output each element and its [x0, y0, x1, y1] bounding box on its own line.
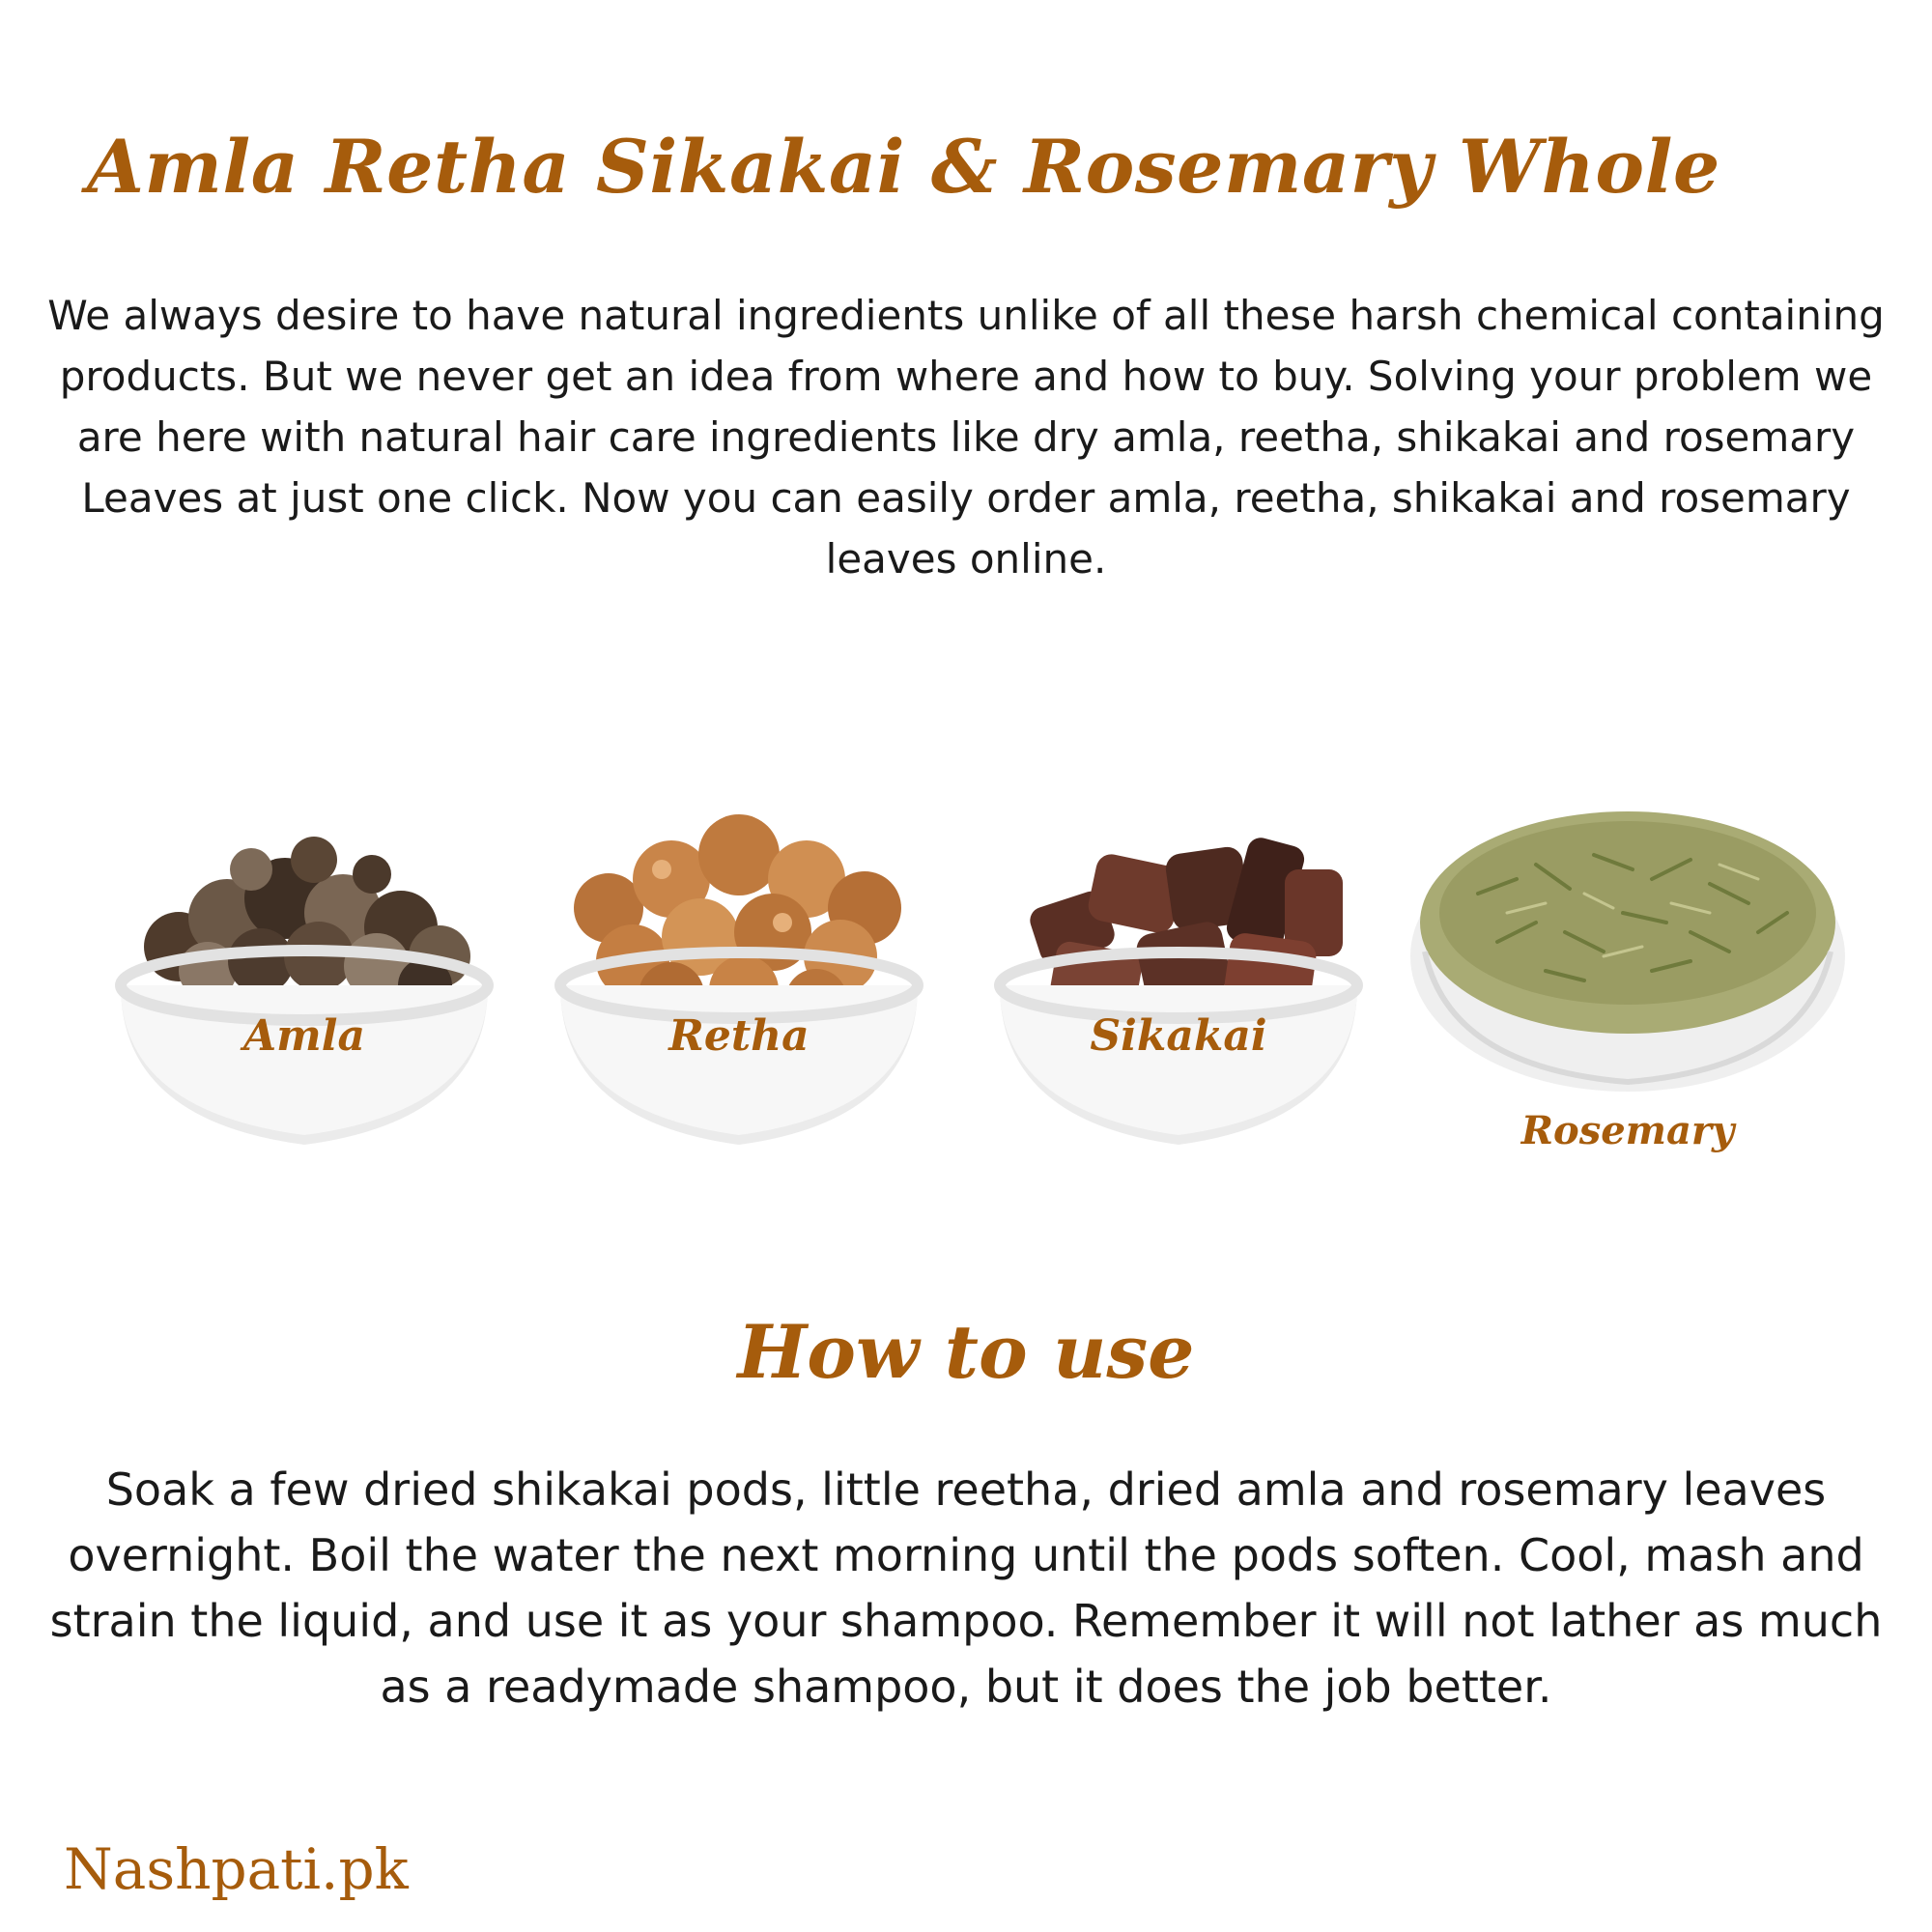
sikakai-bowl-icon — [976, 802, 1381, 1169]
product-label-sikakai: Sikakai — [1090, 1011, 1267, 1061]
product-retha — [536, 802, 942, 1169]
intro-paragraph: We always desire to have natural ingredients unlike of all these harsh chemical containing products. But we never get an idea from where and how to buy. Solving your problem we are here with natural hair care ingredients like dry amla, reetha, shikakai and rosemary Leaves at just one click. Now you can easily order amla, reetha, shikakai and rosemary leaves online. — [47, 292, 1885, 582]
brand-name: Nashpati.pk — [64, 1836, 409, 1902]
product-sikakai — [976, 802, 1381, 1169]
product-label-retha: Retha — [668, 1011, 810, 1061]
amla-bowl-icon — [92, 802, 517, 1169]
page-title: Amla Retha Sikakai & Rosemary Whole — [87, 124, 1720, 210]
how-to-use-title: How to use — [737, 1309, 1195, 1395]
how-to-use-text: Soak a few dried shikakai pods, little reetha, dried amla and rosemary leaves overnight. Boil the water the next morning until the pods soften. Cool, mash and strain the liquid, and use it as your shampoo. Remember it will not lather as much as a readymade shampoo, but it does the job better. — [49, 1463, 1883, 1713]
product-label-amla: Amla — [243, 1011, 365, 1061]
product-rosemary — [1401, 787, 1855, 1193]
rosemary-bowl-icon — [1401, 787, 1855, 1096]
retha-bowl-icon — [536, 802, 942, 1169]
product-amla — [92, 802, 517, 1169]
product-label-rosemary: Rosemary — [1520, 1108, 1735, 1153]
